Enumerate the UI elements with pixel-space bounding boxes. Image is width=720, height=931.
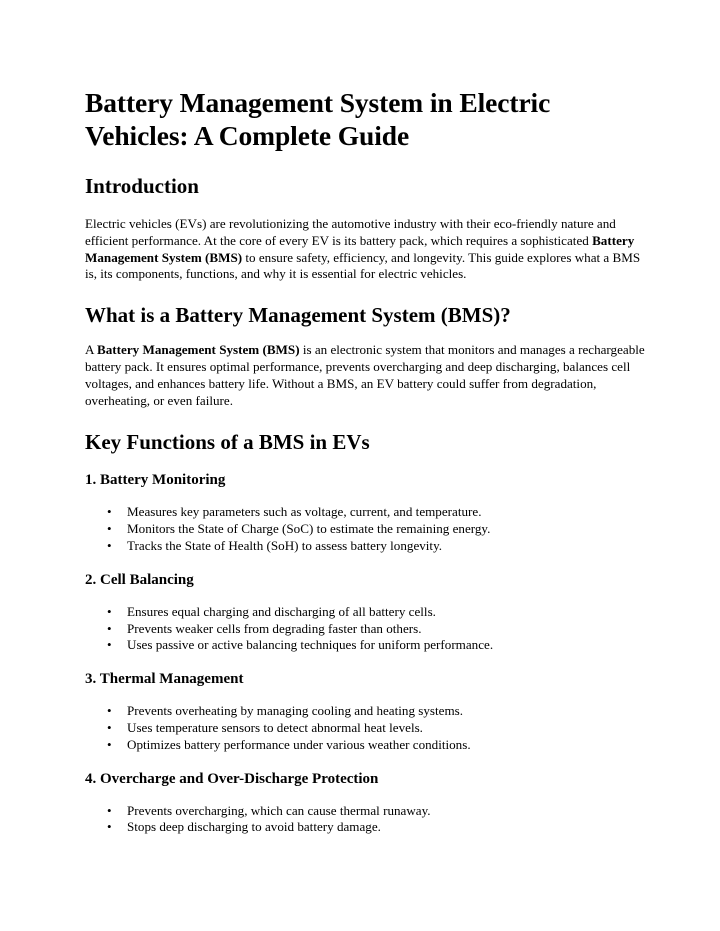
document-title: Battery Management System in Electric Vehicles: A Complete Guide <box>85 87 551 151</box>
list-item: • Monitors the State of Charge (SoC) to estimate the remaining energy. <box>85 521 645 538</box>
document-page <box>85 86 645 852</box>
subsection-heading-cell-balancing: 2. Cell Balancing <box>85 571 194 588</box>
list-item: • Ensures equal charging and discharging of all battery cells. <box>85 604 645 621</box>
cell-balancing-list <box>85 604 645 654</box>
thermal-management-list <box>85 703 645 753</box>
list-item: • Prevents overheating by managing cooling and heating systems. <box>85 703 645 720</box>
subsection-heading-battery-monitoring: 1. Battery Monitoring <box>85 472 226 489</box>
subsection-heading-thermal-management: 3. Thermal Management <box>85 671 244 688</box>
introduction-paragraph <box>85 216 645 283</box>
list-item: • Prevents overcharging, which can cause thermal runaway. <box>85 803 645 820</box>
what-is-text-before: A <box>85 342 98 358</box>
introduction-bold-term: Battery Management System (BMS) <box>85 232 635 265</box>
overcharge-protection-list <box>85 803 645 837</box>
list-item: • Uses temperature sensors to detect abnormal heat levels. <box>85 720 645 737</box>
key-functions-heading: Key Functions of a BMS in EVs <box>85 430 370 455</box>
battery-monitoring-list <box>85 504 645 554</box>
subsection-heading-overcharge-protection: 4. Overcharge and Over-Discharge Protection <box>85 770 379 787</box>
what-is-text-after: is an electronic system that monitors and manages a rechargeable battery pack. It ensures optimal performance, prevents overcharging and deep discharging, balances cell voltages, and enhances battery life. Without a BMS, an EV battery could suffer from degradation, overheating, or even failure. <box>85 342 645 408</box>
what-is-bms-paragraph <box>85 342 645 409</box>
list-item: • Stops deep discharging to avoid battery damage. <box>85 819 645 836</box>
list-item: • Uses passive or active balancing techniques for uniform performance. <box>85 637 645 654</box>
what-is-bold-term: Battery Management System (BMS) <box>97 342 300 358</box>
introduction-text-after: to ensure safety, efficiency, and longevity. This guide explores what a BMS is, its components, functions, and why it is essential for electric vehicles. <box>85 249 641 282</box>
list-item: • Optimizes battery performance under various weather conditions. <box>85 737 645 754</box>
introduction-text-before: Electric vehicles (EVs) are revolutionizing the automotive industry with their eco-friendly nature and efficient performance. At the core of every EV is its battery pack, which requires a sophisticated <box>85 216 616 248</box>
list-item: • Tracks the State of Health (SoH) to assess battery longevity. <box>85 538 645 555</box>
introduction-heading: Introduction <box>85 174 199 198</box>
list-item: • Measures key parameters such as voltage, current, and temperature. <box>85 504 645 521</box>
list-item: • Prevents weaker cells from degrading faster than others. <box>85 621 645 638</box>
what-is-bms-heading: What is a Battery Management System (BMS)? <box>85 303 511 328</box>
